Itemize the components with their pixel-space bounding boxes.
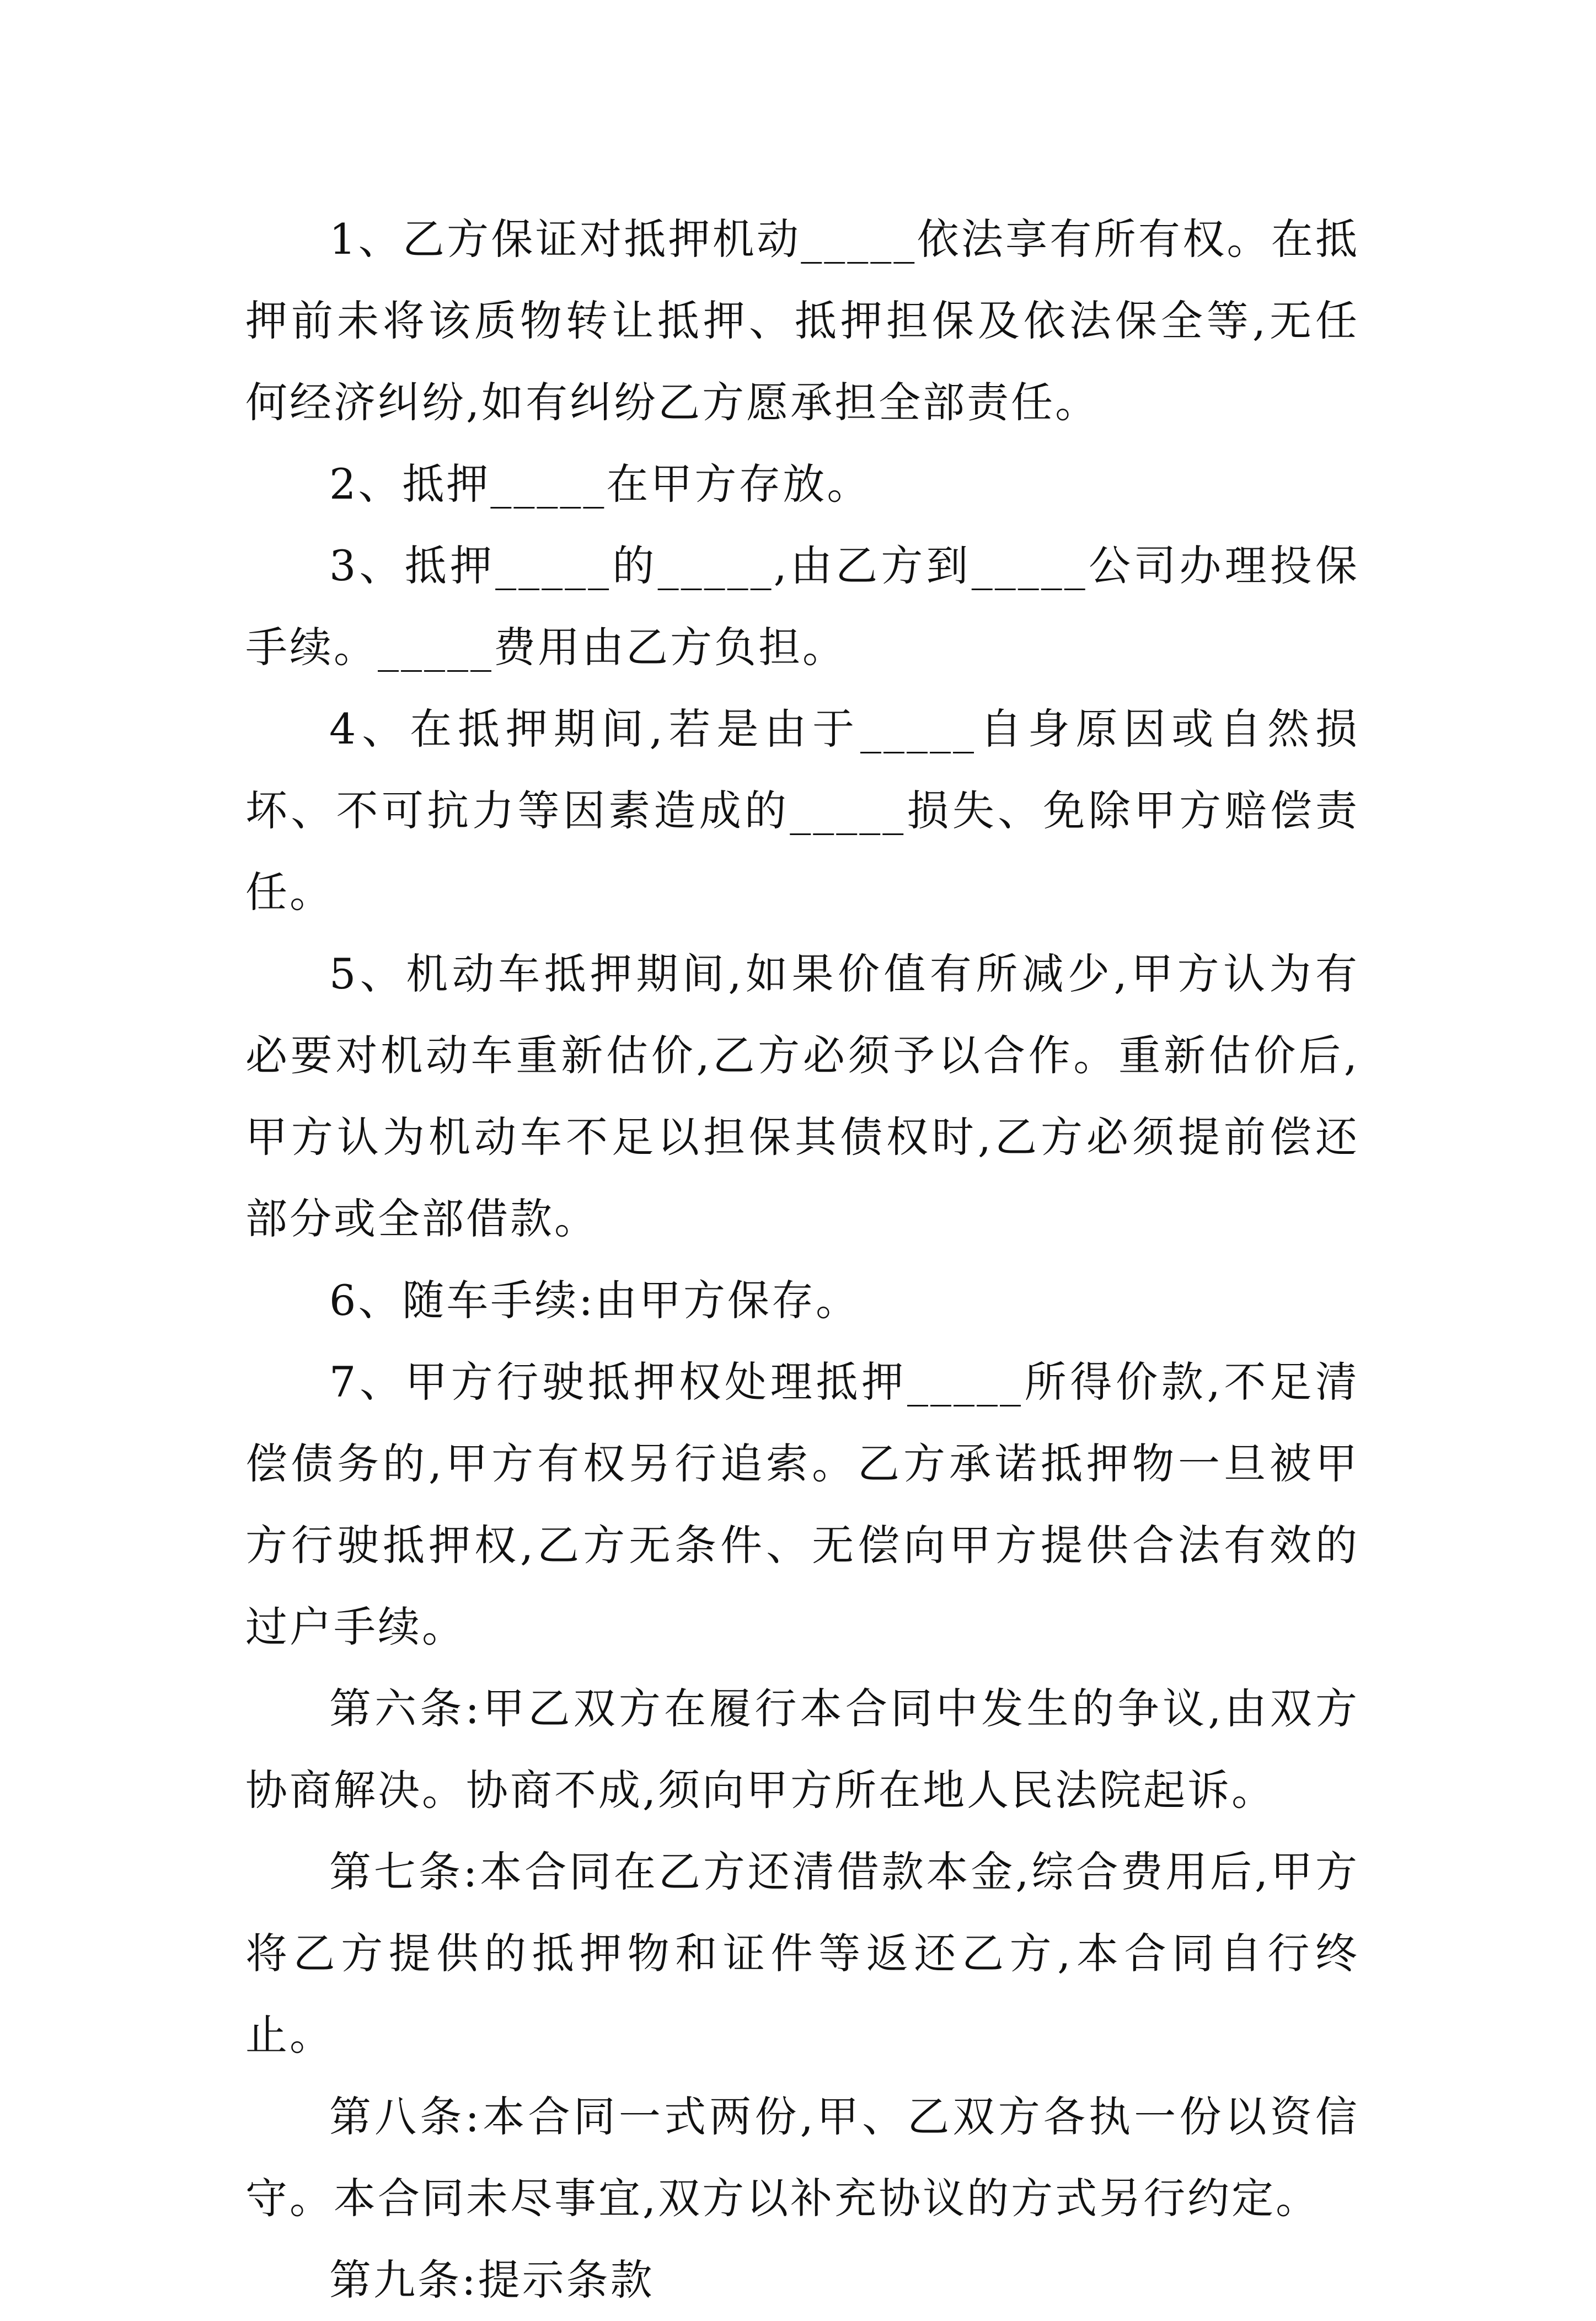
clause-paragraph-5: 5、机动车抵押期间,如果价值有所减少,甲方认为有必要对机动车重新估价,乙方必须予以合作。重新估价后,甲方认为机动车不足以担保其债权时,乙方必须提前偿还部分或全部借款。	[245, 949, 1359, 1243]
clause-paragraph-2: 2、抵押_____在甲方存放。	[329, 459, 871, 509]
clause-paragraph-1: 1、乙方保证对抵押机动_____依法享有所有权。在抵押前未将该质物转让抵押、抵押担保及依法保全等,无任何经济纠纷,如有纠纷乙方愿承担全部责任。	[245, 215, 1359, 427]
article-8-paragraph: 第八条:本合同一式两份,甲、乙双方各执一份以资信守。本合同未尽事宜,双方以补充协议的方式另行约定。	[245, 2092, 1359, 2223]
clause-paragraph-3: 3、抵押_____的_____,由乙方到_____公司办理投保手续。_____费用由乙方负担。	[245, 541, 1359, 672]
article-9-heading: 第九条:提示条款	[329, 2255, 655, 2304]
clause-paragraph-7: 7、甲方行驶抵押权处理抵押_____所得价款,不足清偿债务的,甲方有权另行追索。乙方承诺抵押物一旦被甲方行驶抵押权,乙方无条件、无偿向甲方提供合法有效的过户手续。	[245, 1357, 1359, 1651]
article-6-paragraph: 第六条:甲乙双方在履行本合同中发生的争议,由双方协商解决。协商不成,须向甲方所在地人民法院起诉。	[245, 1684, 1359, 1815]
clause-paragraph-6: 6、随车手续:由甲方保存。	[329, 1276, 860, 1325]
document-body	[245, 199, 1359, 2321]
clause-paragraph-4: 4、在抵押期间,若是由于_____自身原因或自然损坏、不可抗力等因素造成的_____损失、免除甲方赔偿责任。	[245, 704, 1359, 917]
article-7-paragraph: 第七条:本合同在乙方还清借款本金,综合费用后,甲方将乙方提供的抵押物和证件等返还乙方,本合同自行终止。	[245, 1847, 1359, 2060]
